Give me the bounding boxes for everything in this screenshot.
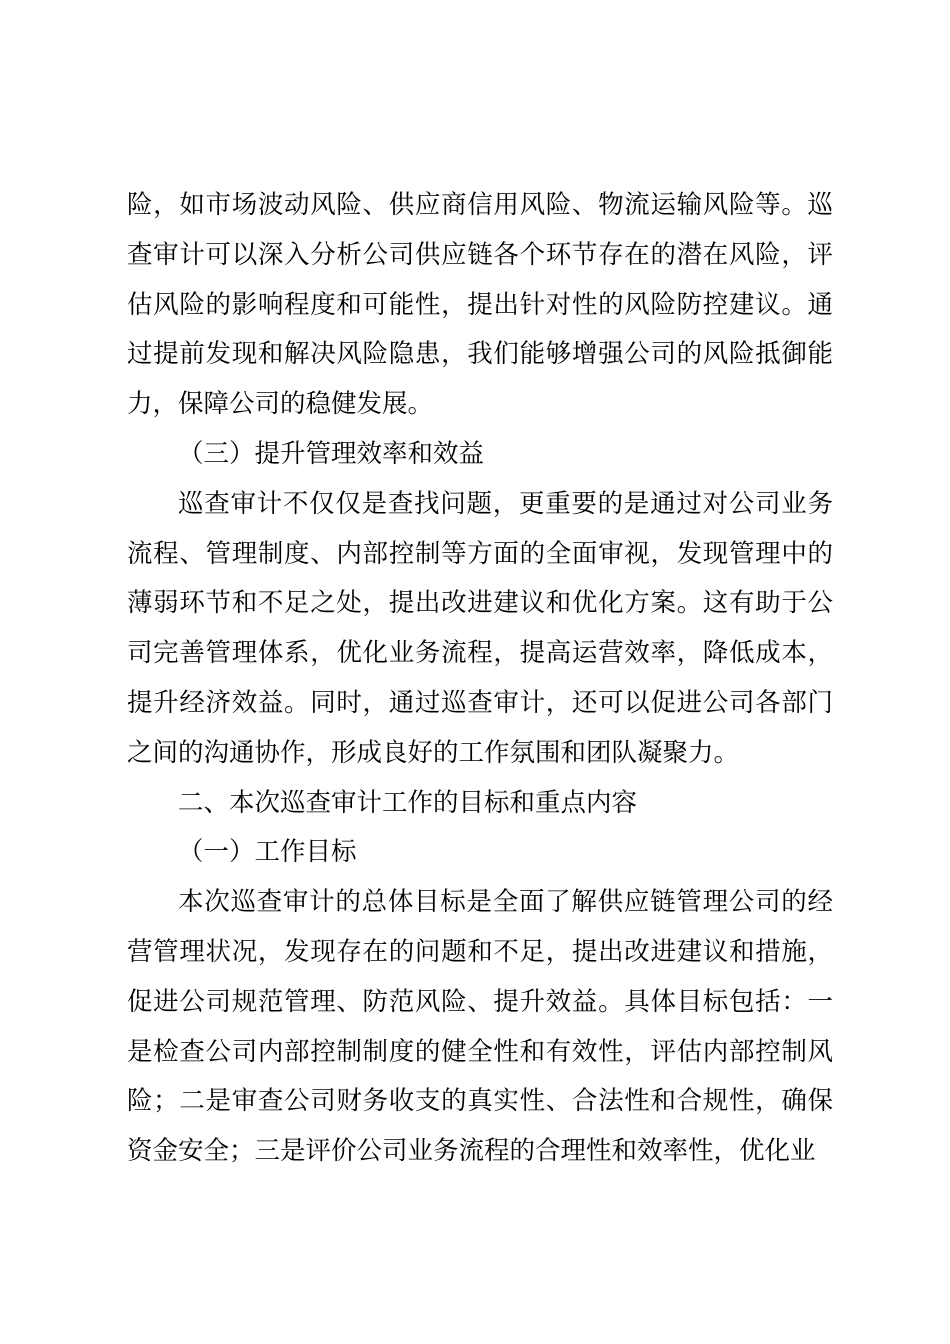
- body-paragraph: 险，如市场波动风险、供应商信用风险、物流运输风险等。巡查审计可以深入分析公司供应链各个环节存在的潜在风险，评估风险的影响程度和可能性，提出针对性的风险防控建议。通过提前发现和解决风险隐患，我们能够增强公司的风险抵御能力，保障公司的稳健发展。: [127, 190, 833, 420]
- chapter-heading: 二、本次巡查审计工作的目标和重点内容: [178, 787, 638, 818]
- body-paragraph: 巡查审计不仅仅是查找问题，更重要的是通过对公司业务流程、管理制度、内部控制等方面的全面审视，发现管理中的薄弱环节和不足之处，提出改进建议和优化方案。这有助于公司完善管理体系，优化业务流程，提高运营效率，降低成本，提升经济效益。同时，通过巡查审计，还可以促进公司各部门之间的沟通协作，形成良好的工作氛围和团队凝聚力。: [127, 488, 833, 768]
- document-page: [127, 181, 833, 1177]
- body-paragraph: 本次巡查审计的总体目标是全面了解供应链管理公司的经营管理状况，发现存在的问题和不足，提出改进建议和措施，促进公司规范管理、防范风险、提升效益。具体目标包括：一是检查公司内部控制制度的健全性和有效性，评估内部控制风险；二是审查公司财务收支的真实性、合法性和合规性，确保资金安全；三是评价公司业务流程的合理性和效率性，优化业: [127, 887, 833, 1167]
- section-heading: （三）提升管理效率和效益: [178, 438, 485, 469]
- section-heading: （一）工作目标: [178, 837, 357, 868]
